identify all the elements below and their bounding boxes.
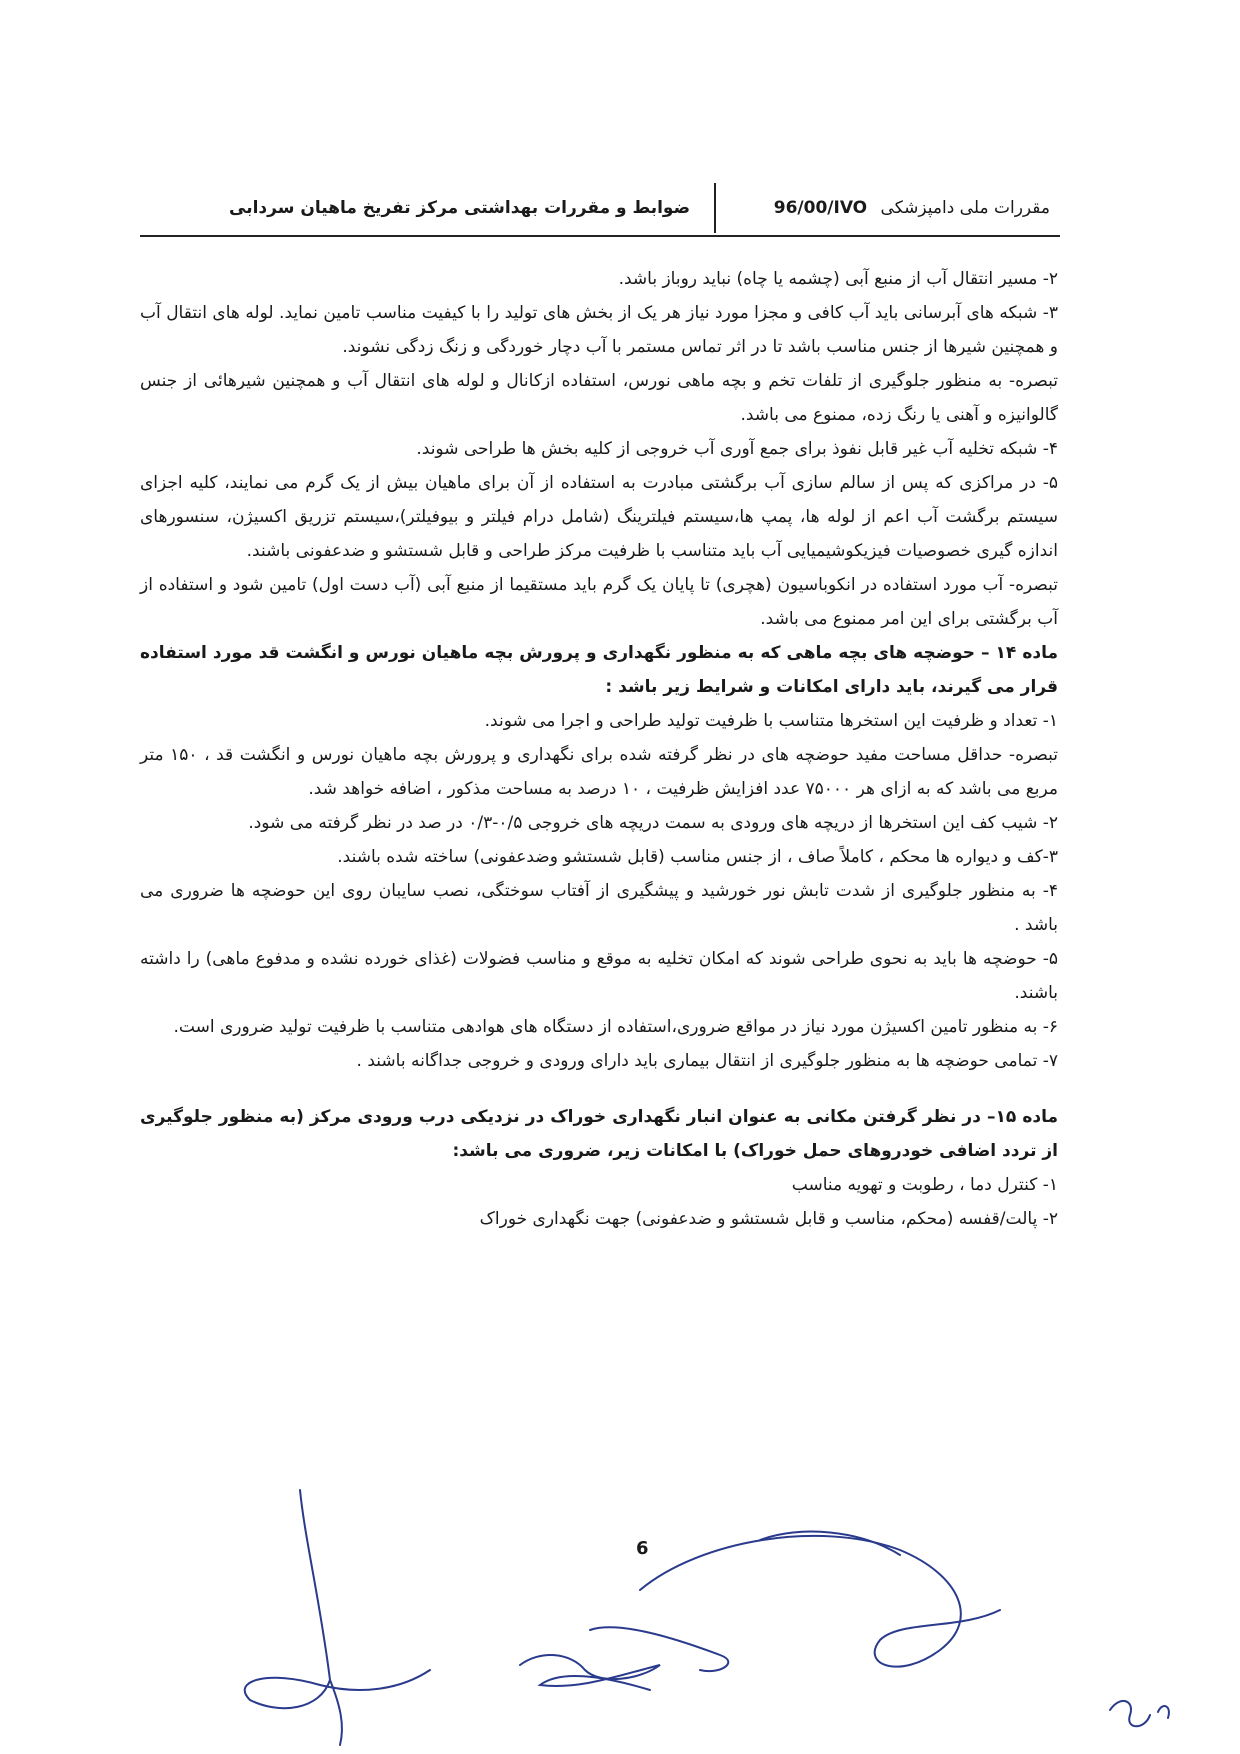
initials xyxy=(1110,1701,1169,1726)
article-15-heading: ماده ۱۵– در نظر گرفتن مکانی به عنوان انبار نگهداری خوراک در نزدیکی درب ورودی مرکز (به منظور جلوگیری از تردد اضافی خودروهای حمل خوراک) با امکانات زیر، ضروری می باشد: xyxy=(140,1107,1059,1161)
standard-reference xyxy=(710,198,1060,218)
paragraph: ۵- در مراکزی که پس از سالم سازی آب برگشتی مبادرت به استفاده از آن برای ماهیان بیش از یک گرم می نمایند، کلیه اجزای سیستم برگشت آب اعم از لوله ها، پمپ ها،سیستم فیلترینگ (شامل درام فیلتر و بیوفیلتر)،سیستم تزریق اکسیژن، سنسورهای اندازه گیری خصوصیات فیزیکوشیمیایی آب باید متناسب با ظرفیت مرکز طراحی و قابل شستشو و ضدعفونی باشند. xyxy=(140,473,1058,561)
list-item: ۲- پالت/قفسه (محکم، مناسب و قابل شستشو و ضدعفونی) جهت نگهداری خوراک xyxy=(479,1209,1058,1229)
note-paragraph: تبصره- به منظور جلوگیری از تلفات تخم و بچه ماهی نورس، استفاده ازکانال و لوله های انتقال آب و همچنین شیرهائی از جنس گالوانیزه و آهنی یا رنگ زده، ممنوع می باشد. xyxy=(140,371,1058,425)
paragraph: ۵- حوضچه ها باید به نحوی طراحی شوند که امکان تخلیه به موقع و مناسب فضولات (غذای خورده نشده و مدفوع ماهی) را داشته باشند. xyxy=(140,949,1058,1003)
spacer xyxy=(140,1078,1058,1100)
paragraph: ۱- تعداد و ظرفیت این استخرها متناسب با ظرفیت تولید طراحی و اجرا می شوند. xyxy=(484,711,1058,731)
paragraph: ۲- مسیر انتقال آب از منبع آبی (چشمه یا چاه) نباید روباز باشد. xyxy=(618,269,1058,289)
signature-right xyxy=(640,1536,1000,1667)
page-number: 6 xyxy=(636,1538,649,1559)
note-paragraph: تبصره- حداقل مساحت مفید حوضچه های در نظر گرفته شده برای نگهداری و پرورش بچه ماهیان نورس و انگشت قد ، ۱۵۰ متر مربع می باشد که به ازای هر ۷۵۰۰۰ عدد افزایش ظرفیت ، ۱۰ درصد به مساحت مذکور ، اضافه خواهد شد. xyxy=(140,745,1058,799)
header-rule xyxy=(140,235,1060,237)
paragraph: ۴- شبکه تخلیه آب غیر قابل نفوذ برای جمع آوری آب خروجی از کلیه بخش ها طراحی شوند. xyxy=(416,439,1058,459)
paragraph: ۲- شیب کف این استخرها از دریچه های ورودی به سمت دریچه های خروجی ۰/۵-۰/۳ در صد در نظر گرفته می شود. xyxy=(248,813,1058,833)
doc-title: ضوابط و مقررات بهداشتی مرکز تفریخ ماهیان سردابی xyxy=(229,198,690,218)
article-14-heading: ماده ۱۴ – حوضچه های بچه ماهی که به منظور نگهداری و پرورش بچه ماهیان نورس و انگشت قد مورد استفاده قرار می گیرند، باید دارای امکانات و شرایط زیر باشد : xyxy=(140,643,1058,697)
signature-left xyxy=(245,1490,430,1708)
header-divider xyxy=(714,183,716,233)
paragraph: ۷- تمامی حوضچه ها به منظور جلوگیری از انتقال بیماری باید دارای ورودی و خروجی جداگانه باشند . xyxy=(356,1051,1058,1071)
paragraph: ۳- شبکه های آبرسانی باید آب کافی و مجزا مورد نیاز هر یک از بخش های تولید را با کیفیت مناسب تامین نماید. لوله های انتقال آب و همچنین شیرها از جنس مناسب باشد تا در اثر تماس مستمر با آب دچار خوردگی و زنگ زدگی نشوند. xyxy=(140,303,1058,357)
paragraph: ۳-کف و دیواره ها محکم ، کاملاً صاف ، از جنس مناسب (قابل شستشو وضدعفونی) ساخته شده باشند. xyxy=(337,847,1058,867)
page-header xyxy=(140,183,1060,233)
standard-number: 96/00/IVO xyxy=(773,198,868,218)
list-item: ۱- کنترل دما ، رطوبت و تهویه مناسب xyxy=(791,1175,1058,1195)
note-paragraph: تبصره- آب مورد استفاده در انکوباسیون (هچری) تا پایان یک گرم باید مستقیما از منبع آبی (آب دست اول) تامین شود و استفاده از آب برگشتی برای این امر ممنوع می باشد. xyxy=(140,575,1058,629)
paragraph: ۴- به منظور جلوگیری از شدت تابش نور خورشید و پیشگیری از آفتاب سوختگی، نصب سایبان روی این حوضچه ها ضروری می باشد . xyxy=(140,881,1058,935)
signatures xyxy=(0,1480,1240,1754)
signature-middle xyxy=(520,1655,660,1690)
paragraph: ۶- به منظور تامین اکسیژن مورد نیاز در مواقع ضروری،استفاده از دستگاه های هوادهی متناسب با ظرفیت تولید ضروری است. xyxy=(173,1017,1058,1037)
standard-label: مقررات ملی دامپزشکی xyxy=(880,198,1050,218)
signature-right-hook xyxy=(760,1532,900,1555)
document-body xyxy=(140,262,1058,1236)
